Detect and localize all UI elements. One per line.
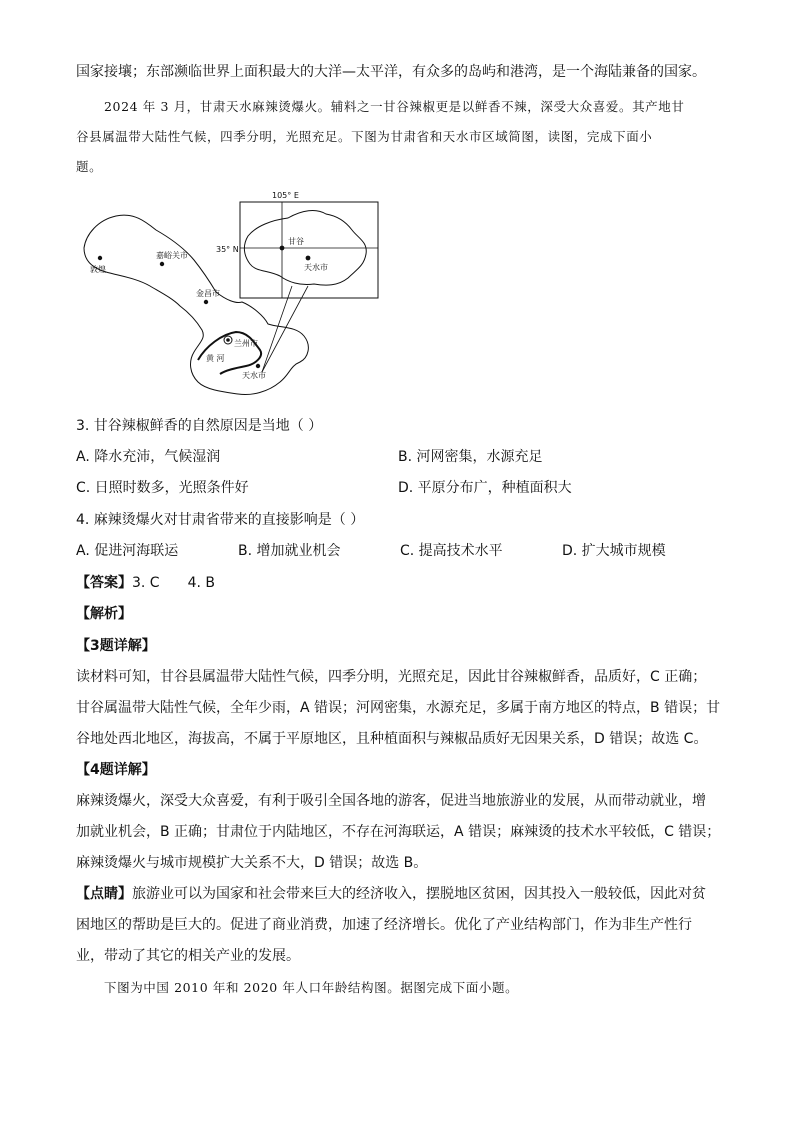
- longitude-label: 105° E: [272, 191, 299, 200]
- latitude-label: 35° N: [216, 245, 239, 254]
- jinchang-dot: [204, 300, 208, 304]
- q3-detail-line-2: 甘谷属温带大陆性气候，全年少雨，A 错误；河网密集，水源充足，多属于南方地区的特点，B 错误；甘: [76, 700, 721, 716]
- lanzhou-dot: [226, 338, 230, 342]
- q4-option-b: B. 增加就业机会: [238, 543, 341, 559]
- comment-line-2: 困地区的帮助是巨大的。促进了商业消费，加速了经济增长。优化了产业结构部门，作为非生产性行: [76, 917, 692, 933]
- q4-detail-line-1: 麻辣烫爆火，深受大众喜爱，有利于吸引全国各地的游客，促进当地旅游业的发展，从而带动就业，增: [76, 793, 706, 809]
- q3-option-a: A. 降水充沛，气候湿润: [76, 449, 221, 465]
- q4-detail-line-3: 麻辣烫爆火与城市规模扩大关系不大，D 错误；故选 B。: [76, 855, 428, 871]
- q4-stem: 4. 麻辣烫爆火对甘肃省带来的直接影响是（ ）: [76, 512, 365, 528]
- gansu-tianshui-map: [76, 186, 386, 400]
- material-line-2: 谷县属温带大陆性气候，四季分明，光照充足。下图为甘肃省和天水市区域简图，读图，完成下面小: [76, 129, 653, 144]
- q3-detail-line-1: 读材料可知，甘谷县属温带大陆性气候，四季分明，光照充足，因此甘谷辣椒鲜香，品质好，C 正确；: [76, 669, 707, 685]
- dunhuang-label: 敦煌: [90, 265, 106, 274]
- inset-frame: [240, 202, 378, 298]
- comment-tag: 【点睛】: [76, 886, 132, 902]
- q4-option-a: A. 促进河海联运: [76, 543, 179, 559]
- gangu-label: 甘谷: [288, 237, 304, 246]
- q3-option-d: D. 平原分布广，种植面积大: [398, 480, 572, 496]
- jiayuguan-label: 嘉峪关市: [156, 251, 188, 260]
- lanzhou-label: 兰州市: [234, 339, 258, 348]
- gangu-dot: [280, 246, 285, 251]
- pointer-line-1: [262, 286, 292, 372]
- q3-option-c: C. 日照时数多，光照条件好: [76, 480, 249, 496]
- intro-text: 国家接壤；东部濒临世界上面积最大的大洋—太平洋，有众多的岛屿和港湾，是一个海陆兼备的国家。: [76, 64, 706, 80]
- tianshui-inset-label: 天水市: [304, 263, 328, 272]
- q3-stem: 3. 甘谷辣椒鲜香的自然原因是当地（ ）: [76, 418, 323, 434]
- comment-line-1: [76, 884, 706, 904]
- q4-option-d: D. 扩大城市规模: [562, 543, 666, 559]
- analysis-tag: 【解析】: [76, 606, 132, 622]
- answer-4: 4. B: [187, 575, 216, 591]
- dunhuang-dot: [98, 256, 102, 260]
- q3-detail-title: 【3题详解】: [76, 638, 156, 654]
- tianshui-small-label: 天水市: [242, 371, 266, 380]
- q4-option-c: C. 提高技术水平: [400, 543, 503, 559]
- pointer-line-2: [262, 286, 308, 372]
- jinchang-label: 金昌市: [196, 289, 220, 298]
- answer-3: 3. C: [132, 575, 160, 591]
- next-material-line: 下图为中国 2010 年和 2020 年人口年龄结构图。据图完成下面小题。: [104, 980, 519, 995]
- q4-detail-line-2: 加就业机会，B 正确；甘肃位于内陆地区，不存在河海联运，A 错误；麻辣烫的技术水平较低，C 错误；: [76, 824, 721, 840]
- tianshui-inset-dot: [306, 256, 311, 261]
- material-line-1: 2024 年 3 月，甘肃天水麻辣烫爆火。辅料之一甘谷辣椒更是以鲜香不辣，深受大众喜爱。其产地甘: [104, 99, 685, 114]
- comment-line-3: 业，带动了其它的相关产业的发展。: [76, 948, 300, 964]
- q3-option-b: B. 河网密集，水源充足: [398, 449, 543, 465]
- q3-detail-line-3: 谷地处西北地区，海拔高，不属于平原地区，且种植面积与辣椒品质好无因果关系，D 错误；故选 C。: [76, 731, 708, 747]
- comment-text-1: 旅游业可以为国家和社会带来巨大的经济收入，摆脱地区贫困，因其投入一般较低，因此对贫: [132, 886, 706, 902]
- answer-line: [76, 573, 215, 593]
- q4-detail-title: 【4题详解】: [76, 762, 156, 778]
- tianshui-small-dot: [256, 364, 260, 368]
- answer-tag: 【答案】: [76, 575, 132, 591]
- material-line-3: 题。: [76, 159, 103, 174]
- jiayuguan-dot: [160, 262, 164, 266]
- huanghe-label: 黄 河: [206, 354, 225, 363]
